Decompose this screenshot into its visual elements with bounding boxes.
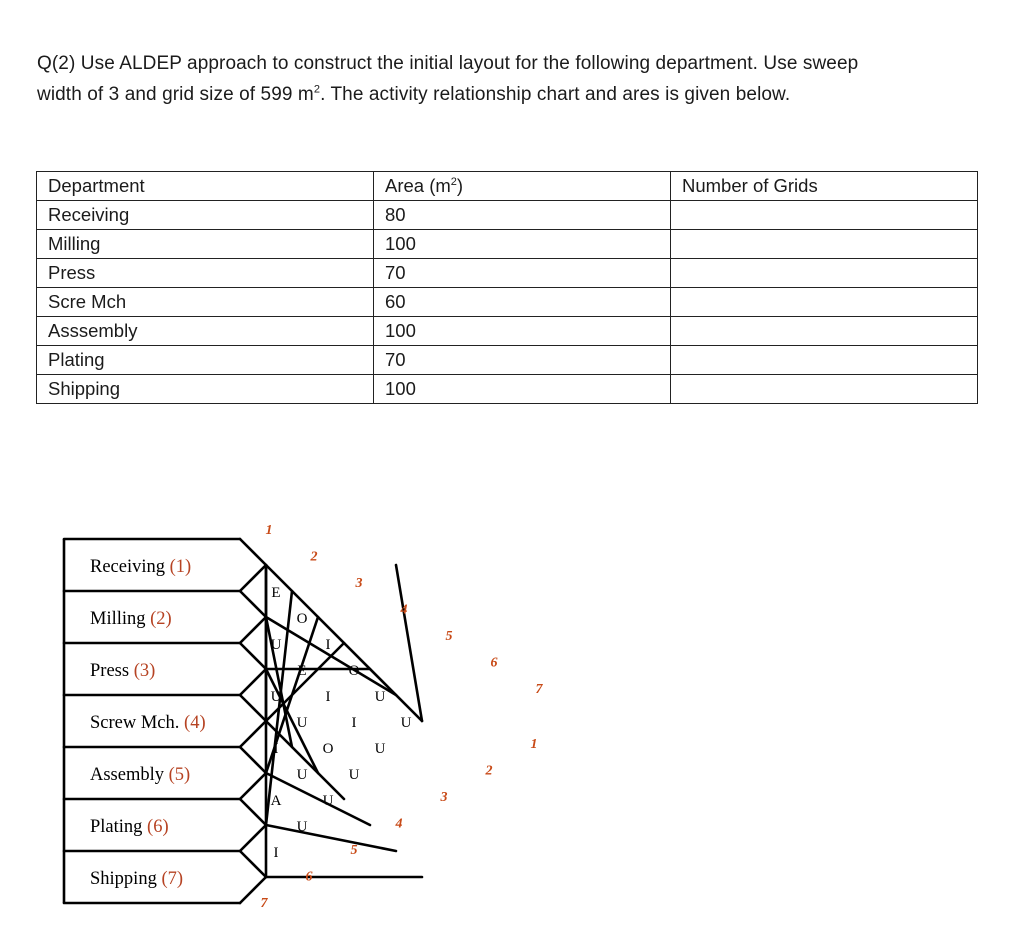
header-area-text: Area (m [385,175,451,196]
cell-area: 100 [374,230,671,259]
cell-department: Receiving [37,201,374,230]
department-number: (1) [169,557,192,577]
row-point-upper [240,851,266,877]
row-point-lower [240,565,266,591]
department-number: (5) [168,765,191,785]
rating-letter: A [270,793,282,809]
rating-letter: U [322,793,334,809]
lattice-line-down [266,825,396,851]
department-number: (2) [150,609,172,629]
header-area-sup: 2 [450,175,457,188]
rating-letter: O [296,611,308,627]
rating-letter: O [348,663,360,679]
question-line-2-text: width of 3 and grid size of 599 m [37,84,314,105]
upper-index-number: 5 [445,629,453,644]
department-name: Receiving [90,557,170,577]
row-point-lower [240,825,266,851]
department-number: (6) [147,817,169,837]
rating-letter: U [296,819,308,835]
rating-letter: E [271,585,281,601]
cell-area: 70 [374,346,671,375]
header-area-close: ) [456,175,464,196]
department-name: Shipping [90,869,162,889]
row-point-upper [240,799,266,825]
lower-index-number: 7 [260,896,268,911]
department-label [90,713,206,733]
lower-index-number: 2 [485,763,493,779]
rating-letter: U [270,637,282,653]
rating-letter: U [348,767,360,783]
row-point-lower [240,669,266,695]
cell-department: Milling [37,230,374,259]
cell-department: Asssembly [37,317,374,346]
rating-letter: I [273,741,279,757]
lower-index-number: 6 [305,869,313,885]
rating-letter: I [273,845,279,861]
cell-area: 100 [374,317,671,346]
cell-department: Shipping [37,375,374,404]
rating-letter: I [351,715,357,731]
rating-letter: O [322,741,334,757]
lower-index-number: 1 [530,737,538,752]
upper-index-number: 6 [490,655,498,671]
cell-department: Scre Mch [37,288,374,317]
rating-letter: I [325,689,331,705]
department-label [90,869,183,889]
rating-letter: U [400,715,412,731]
row-point-upper [240,695,266,721]
department-name: Plating [90,817,148,837]
question-line-1: Q(2) Use ALDEP approach to construct the initial layout for the following department. Use sweep [37,53,859,74]
lower-index-number: 5 [350,843,358,858]
row-point-upper [240,747,266,773]
rating-letter: U [296,715,308,731]
upper-index-number: 4 [400,602,408,618]
rating-letter: E [297,663,307,679]
department-name: Screw Mch. [90,713,185,733]
department-number: (7) [161,869,184,889]
row-point-upper [240,591,266,617]
rating-letter: U [270,689,282,705]
department-name: Press [90,661,134,681]
upper-index-number: 7 [535,682,543,697]
cell-area: 60 [374,288,671,317]
department-label [90,817,169,837]
row-point-upper [240,539,266,565]
department-label [90,661,155,681]
department-name: Milling [90,609,151,629]
header-department: Department [37,172,374,201]
rating-letter: U [374,741,386,757]
department-number: (4) [184,713,206,733]
rating-letter: I [325,637,331,653]
upper-index-number: 3 [355,576,363,591]
question-line-2-end: . The activity relationship chart and ares is given below. [320,84,791,105]
rating-letter: U [296,767,308,783]
department-number: (3) [133,661,156,681]
cell-area: 80 [374,201,671,230]
department-label [90,609,172,629]
lower-index-number: 4 [395,816,403,832]
row-point-lower [240,617,266,643]
cell-department: Press [37,259,374,288]
row-point-lower [240,721,266,747]
header-grids: Number of Grids [671,172,978,201]
rating-letter: U [374,689,386,705]
lattice-line-down [266,721,344,799]
cell-area: 100 [374,375,671,404]
superscript: 2 [313,83,321,96]
upper-index-number: 2 [310,549,318,565]
upper-index-number: 1 [265,523,273,538]
department-label [90,765,190,785]
lower-index-number: 3 [440,790,448,805]
department-label [90,557,191,577]
cell-department: Plating [37,346,374,375]
row-point-upper [240,643,266,669]
row-point-lower [240,773,266,799]
cell-area: 70 [374,259,671,288]
department-name: Assembly [90,765,169,785]
